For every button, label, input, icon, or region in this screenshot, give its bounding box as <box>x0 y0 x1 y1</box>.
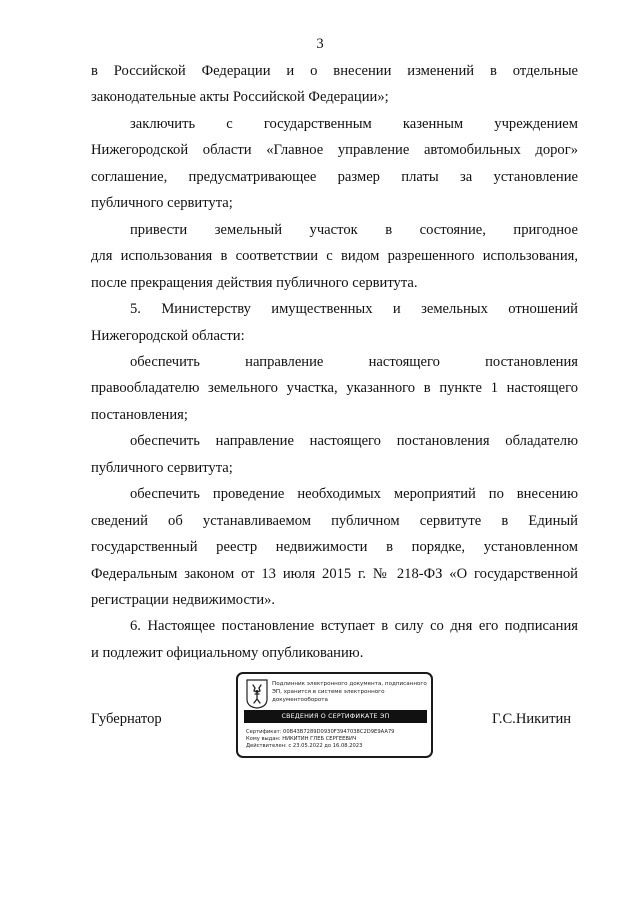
stamp-certificate: Сертификат: 00B43B7289D0930F3947038C2D9E9AA79 <box>246 729 395 735</box>
text-line: публичного сервитута; <box>91 459 233 476</box>
text-line: заключить с государственным казенным учреждением <box>130 115 578 132</box>
text-line: 6. Настоящее постановление вступает в силу со дня его подписания <box>130 618 578 635</box>
text-line: государственный реестр недвижимости в порядке, установленном <box>91 539 578 556</box>
text-line: Нижегородской области: <box>91 327 245 344</box>
text-line: сведений об устанавливаемом публичном сервитуте в Единый <box>91 512 578 529</box>
stamp-title: СВЕДЕНИЯ О СЕРТИФИКАТЕ ЭП <box>244 710 427 723</box>
stamp-issued-to: Кому выдан: НИКИТИН ГЛЕБ СЕРГЕЕВИЧ <box>246 736 357 742</box>
signatory-name: Г.С.Никитин <box>492 711 572 727</box>
text-line: обеспечить направление настоящего постановления <box>130 353 578 370</box>
page-number: 3 <box>316 36 324 52</box>
text-line: в Российской Федерации и о внесении изменений в отдельные <box>91 63 578 79</box>
text-line: Федеральным законом от 13 июля 2015 г. № 218-ФЗ «О государственной <box>91 565 578 582</box>
text-line: привести земельный участок в состояние, пригодное <box>130 221 578 238</box>
text-line: обеспечить проведение необходимых мероприятий по внесению <box>130 486 578 503</box>
signatory-position: Губернатор <box>91 711 162 727</box>
text-line: регистрации недвижимости». <box>91 592 276 608</box>
text-line: после прекращения действия публичного сервитута. <box>91 274 418 291</box>
text-line: постановления; <box>91 406 188 423</box>
text-line: Нижегородской области «Главное управление автомобильных дорог» <box>91 142 578 159</box>
text-line: законодательные акты Российской Федерации»; <box>91 89 389 106</box>
text-line: и подлежит официальному опубликованию. <box>91 644 364 661</box>
text-line: публичного сервитута; <box>91 195 233 212</box>
stamp-note: Подлинник электронного документа, подписанного ЭП, хранится в системе электронного документооборота <box>272 681 427 703</box>
text-line: обеспечить направление настоящего постановления обладателю <box>130 433 578 450</box>
text-line: для использования в соответствии с видом разрешенного использования, <box>91 248 578 265</box>
text-line: 5. Министерству имущественных и земельных отношений <box>130 301 578 318</box>
text-line: правообладателю земельного участка, указанного в пункте 1 настоящего <box>91 380 578 397</box>
text-line: соглашение, предусматривающее размер платы за установление <box>91 168 578 185</box>
electronic-signature-stamp <box>236 672 433 758</box>
stamp-valid-period: Действителен: с 23.05.2022 до 16.08.2023 <box>246 743 363 749</box>
deer-emblem-icon <box>246 679 268 709</box>
